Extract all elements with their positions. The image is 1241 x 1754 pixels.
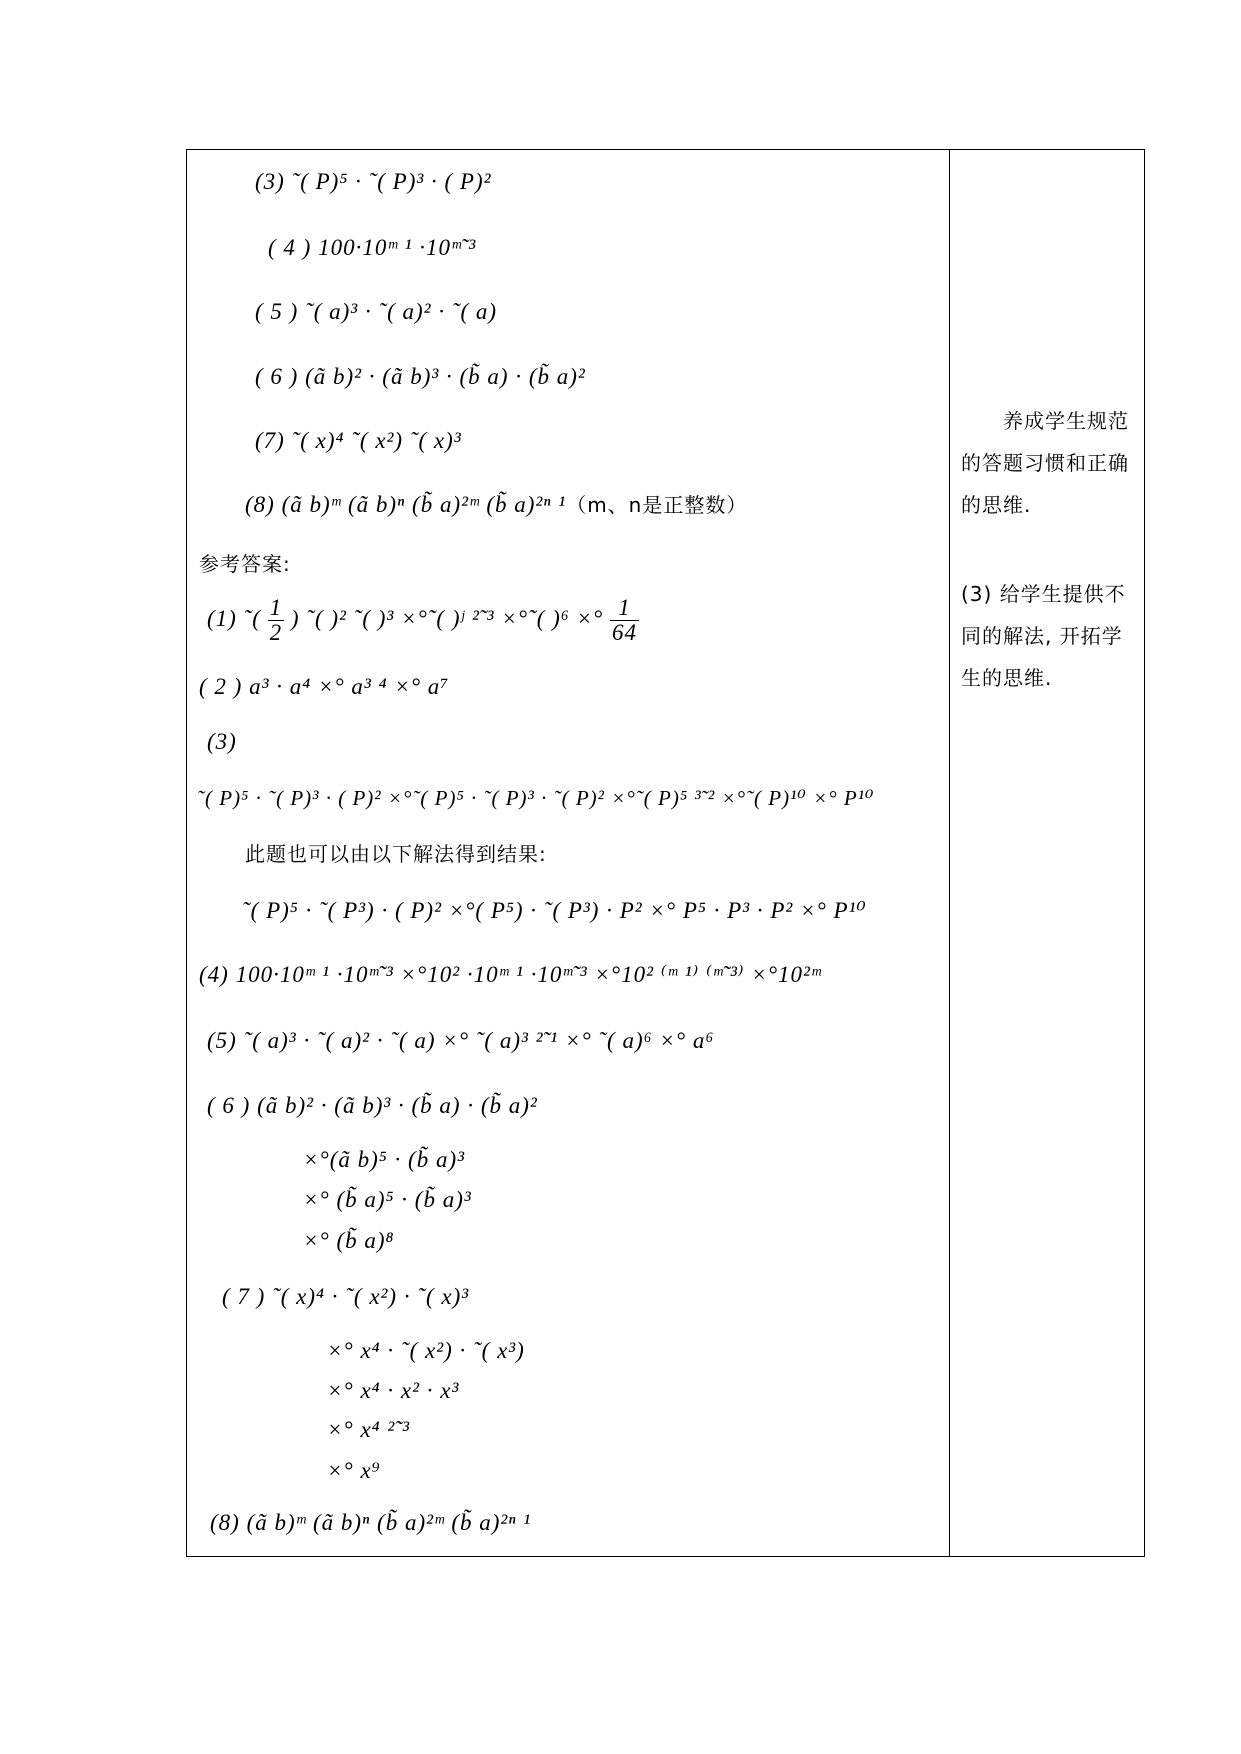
answer-7-head: ( 7 ) ˜( x)⁴ · ˜( x²) · ˜( x)³ <box>222 1284 470 1309</box>
teaching-note-habits: 养成学生规范的答题习惯和正确的思维. <box>961 409 1129 517</box>
exercise-8-note: （m、n是正整数） <box>566 493 748 517</box>
answer-6-step: ×° (b̃ a)⁸ <box>303 1228 395 1253</box>
answer-7-step: ×° x⁴ · x² · x³ <box>327 1378 460 1403</box>
exercise-6: ( 6 ) (ã b)² · (ã b)³ · (b̃ a) · (b̃ a)² <box>255 364 586 389</box>
exercise-3: (3) ˜( P)⁵ · ˜( P)³ · ( P)² <box>255 169 492 194</box>
teaching-note-methods: (3) 给学生提供不同的解法, 开拓学生的思维. <box>961 582 1126 690</box>
answer-1-body: ) ˜( )² ˜( )³ ×°˜( )ʲ ²̃ ³ ×°˜( )⁶ ×° <box>290 606 604 631</box>
answer-3: ˜( P)⁵ · ˜( P)³ · ( P)² ×°˜( P)⁵ · ˜( P)³ · ˜( P)² ×°˜( P)⁵ ³̃ ² ×°˜( P)¹⁰ ×° P¹⁰ <box>197 786 875 810</box>
answer-4: (4) 100·10ᵐ ¹ ·10ᵐ̃ ³ ×°10² ·10ᵐ ¹ ·10ᵐ̃ ³ ×°10² ⁽ᵐ ¹⁾ ⁽ᵐ̃ ³⁾ ×°10²ᵐ <box>199 962 822 987</box>
result-numerator: 1 <box>610 596 639 621</box>
exercise-7: (7) ˜( x)⁴ ˜( x²) ˜( x)³ <box>255 428 462 453</box>
answer-7-step: ×° x⁴ · ˜( x²) · ˜( x³) <box>327 1338 525 1363</box>
answer-1-prefix: (1) ˜( <box>207 606 261 631</box>
fraction-numerator: 1 <box>269 595 283 621</box>
fraction-denominator: 2 <box>269 620 283 646</box>
fraction-result <box>610 596 639 645</box>
column-divider <box>949 149 950 1557</box>
exercise-5: ( 5 ) ˜( a)³ · ˜( a)² · ˜( a) <box>255 299 498 324</box>
answer-6-step: ×°(ã b)⁵ · (b̃ a)³ <box>303 1147 465 1172</box>
answer-6-step: ×° (b̃ a)⁵ · (b̃ a)³ <box>303 1187 472 1212</box>
exercise-8-math: (8) (ã b)ᵐ (ã b)ⁿ (b̃ a)²ᵐ (b̃ a)²ⁿ ¹ <box>245 492 567 517</box>
answer-5: (5) ˜( a)³ · ˜( a)² · ˜( a) ×° ˜( a)³ ²̃ ¹ ×° ˜( a)⁶ ×° a⁶ <box>207 1028 715 1053</box>
exercise-4: ( 4 ) 100·10ᵐ ¹ ·10ᵐ̃ ³ <box>268 235 477 260</box>
alternative-solution: ˜( P)⁵ · ˜( P³) · ( P)² ×°( P⁵) · ˜( P³) · P² ×° P⁵ · P³ · P² ×° P¹⁰ <box>242 898 867 923</box>
fraction-half <box>268 596 285 645</box>
answer-1 <box>207 594 639 645</box>
result-denominator: 64 <box>611 620 637 646</box>
answer-7-step: ×° x⁹ <box>327 1458 381 1483</box>
answer-8: (8) (ã b)ᵐ (ã b)ⁿ (b̃ a)²ᵐ (b̃ a)²ⁿ ¹ <box>210 1510 532 1535</box>
answer-2: ( 2 ) a³ · a⁴ ×° a³ ⁴ ×° a⁷ <box>199 674 450 699</box>
answer-heading: 参考答案: <box>199 552 291 576</box>
alternative-intro: 此题也可以由以下解法得到结果: <box>245 842 547 866</box>
answer-7-step: ×° x⁴ ²̃ ³ <box>327 1417 410 1442</box>
answer-3-label: (3) <box>207 729 237 754</box>
exercise-8 <box>245 491 747 519</box>
answer-6-head: ( 6 ) (ã b)² · (ã b)³ · (b̃ a) · (b̃ a)² <box>207 1093 538 1118</box>
